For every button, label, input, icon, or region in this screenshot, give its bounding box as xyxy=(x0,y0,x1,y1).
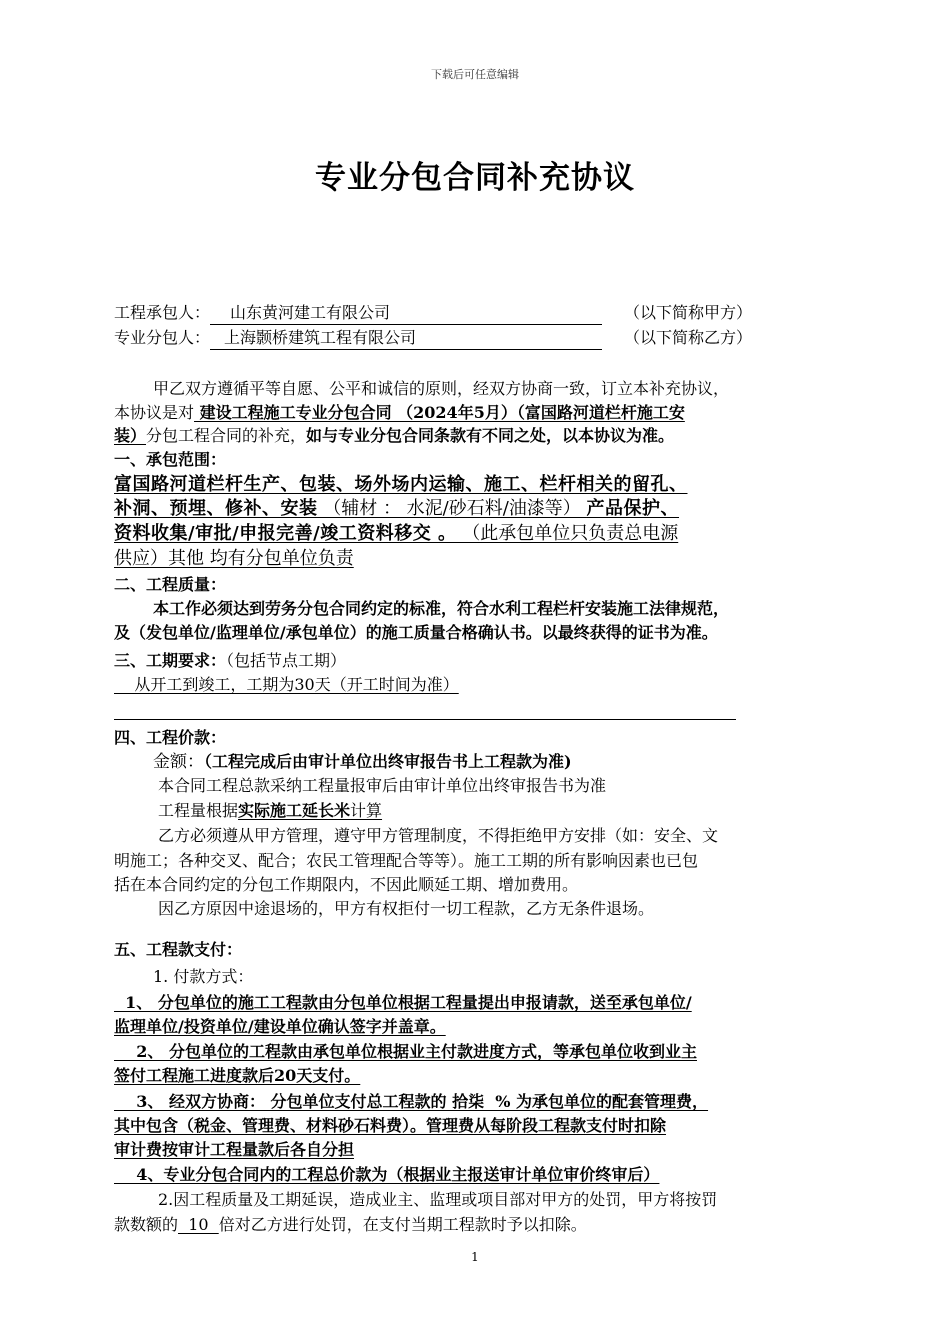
intro-line-2 xyxy=(114,402,685,424)
price-line-5: 括在本合同约定的分包工作期限内，不因此顺延工期、增加费用。 xyxy=(114,875,579,894)
payment-item-1-line-2: 监理单位/投资单位/建设单位确认签字并盖章。 xyxy=(114,1017,446,1036)
quality-line-1: 本工作必须达到劳务分包合同约定的标准，符合水利工程栏杆安装施工法律规范， xyxy=(153,599,730,618)
document-title: 专业分包合同补充协议 xyxy=(315,160,635,196)
payment-item-2-line-1: 2、 分包单位的工程款由承包单位根据业主付款进度方式，等承包单位收到业主 xyxy=(114,1042,697,1061)
contractor-label: 工程承包人： xyxy=(114,303,211,322)
payment-item-3-line-3: 审计费按审计工程量款后各自分担 xyxy=(114,1140,355,1159)
page-number: 1 xyxy=(471,1250,479,1264)
intro-line-3 xyxy=(114,425,674,447)
scope-line-3 xyxy=(114,523,678,545)
scope-line-2a: 补洞、预埋、修补、安装 xyxy=(114,498,318,519)
scope-line-2 xyxy=(114,498,679,520)
schedule-line: 从开工到竣工，工期为30天（开工时间为准） xyxy=(114,675,459,694)
scope-line-2c: 产品保护、 xyxy=(586,498,680,519)
penalty-line-1: 2.因工程质量及工期延误，造成业主、监理或项目部对甲方的处罚，甲方将按罚 xyxy=(158,1190,718,1209)
subcontractor-suffix: （以下简称乙方） xyxy=(624,328,753,347)
subcontractor-label: 专业分包人： xyxy=(114,328,211,347)
payment-item-3-line-2: 其中包含（税金、管理费、材料砂石料费）。管理费从每阶段工程款支付时扣除 xyxy=(114,1116,667,1135)
price-line-3: 乙方必须遵从甲方管理，遵守甲方管理制度，不得拒绝甲方安排（如：安全、文 xyxy=(158,826,719,845)
payment-item-1-line-1: 1、 分包单位的施工工程款由分包单位根据工程量提出申报请款，送至承包单位/ xyxy=(114,993,692,1012)
amount-label: 金额： xyxy=(153,752,204,772)
intro-line-1: 甲乙双方遵循平等自愿、公平和诚信的原则，经双方协商一致，订立本补充协议， xyxy=(153,379,730,398)
intro-line-3b: 分包工程合同的补充， xyxy=(146,426,307,445)
price-line-4: 明施工；各种交叉、配合；农民工管理配合等等）。施工工期的所有影响因素也已包 xyxy=(114,851,699,870)
contractor-suffix: （以下简称甲方） xyxy=(624,303,753,322)
payment-item-4: 4、专业分包合同内的工程总价款为（根据业主报送审计单位审价终审后） xyxy=(114,1165,660,1184)
scope-line-3a: 资料收集/审批/申报完善/竣工资料移交 。 xyxy=(114,523,457,544)
price-line-2a: 工程量根据 xyxy=(158,801,239,820)
scope-line-1: 富国路河道栏杆生产、包装、场外场内运输、施工、栏杆相关的留孔、 xyxy=(114,474,688,495)
intro-contract-name: 建设工程施工专业分包合同 （2024年5月）（富国路河道栏杆施工安 xyxy=(194,403,685,422)
price-line-2b: 实际施工延长米 xyxy=(238,801,351,820)
price-line-1: 本合同工程总款采纳工程量报审后由审计单位出终审报告书为准 xyxy=(158,776,607,795)
scope-line-3b: （此承包单位只负责总电源 xyxy=(456,523,679,544)
payment-method: 1. 付款方式： xyxy=(153,967,254,986)
penalty-multiplier: 10 xyxy=(178,1215,219,1234)
scope-line-2b: （辅材 ： 水泥/砂石料/油漆等） xyxy=(317,498,587,519)
section3-heading-line xyxy=(114,650,346,672)
scope-line-4: 供应）其他 均有分包单位负责 xyxy=(114,548,354,569)
section3-heading: 三、工期要求： xyxy=(114,651,227,670)
amount-line xyxy=(153,751,572,773)
section3-heading-note: （包括节点工期） xyxy=(226,651,347,670)
amount-note: （工程完成后由审计单位出终审报告书上工程款为准) xyxy=(204,752,572,771)
penalty-line-2 xyxy=(114,1214,587,1236)
payment-item-2-line-2: 签付工程施工进度款后20天支付。 xyxy=(114,1066,361,1085)
price-line-2 xyxy=(158,800,382,822)
penalty-line-2a: 款数额的 xyxy=(114,1215,179,1234)
payment-item-3-line-1: 3、 经双方协商： 分包单位支付总工程款的 拾柒 % 为承包单位的配套管理费， xyxy=(114,1092,709,1111)
penalty-line-2c: 倍对乙方进行处罚，在支付当期工程款时予以扣除。 xyxy=(218,1215,587,1234)
contractor-name: 山东黄河建工有限公司 xyxy=(210,302,602,325)
section4-heading: 四、工程价款： xyxy=(114,728,227,747)
intro-line-2a: 本协议是对 xyxy=(114,403,195,422)
price-line-6: 因乙方原因中途退场的，甲方有权拒付一切工程款，乙方无条件退场。 xyxy=(158,899,655,918)
subcontractor-line xyxy=(114,327,602,350)
subcontractor-name: 上海颢桥建筑工程有限公司 xyxy=(210,327,602,350)
contractor-line xyxy=(114,302,602,325)
section1-heading: 一、承包范围： xyxy=(114,450,227,469)
intro-line-3c: 如与专业分包合同条款有不同之处，以本协议为准。 xyxy=(306,426,675,445)
quality-line-2: 及（发包单位/监理单位/承包单位）的施工质量合格确认书。以最终获得的证书为准。 xyxy=(114,623,718,642)
price-line-2c: 计算 xyxy=(350,801,383,820)
section2-heading: 二、工程质量： xyxy=(114,575,227,594)
blank-fill-line xyxy=(114,719,736,720)
header-note: 下载后可任意编辑 xyxy=(431,68,519,81)
section5-heading: 五、工程款支付： xyxy=(114,940,243,959)
intro-line-3a: 装） xyxy=(114,426,147,445)
